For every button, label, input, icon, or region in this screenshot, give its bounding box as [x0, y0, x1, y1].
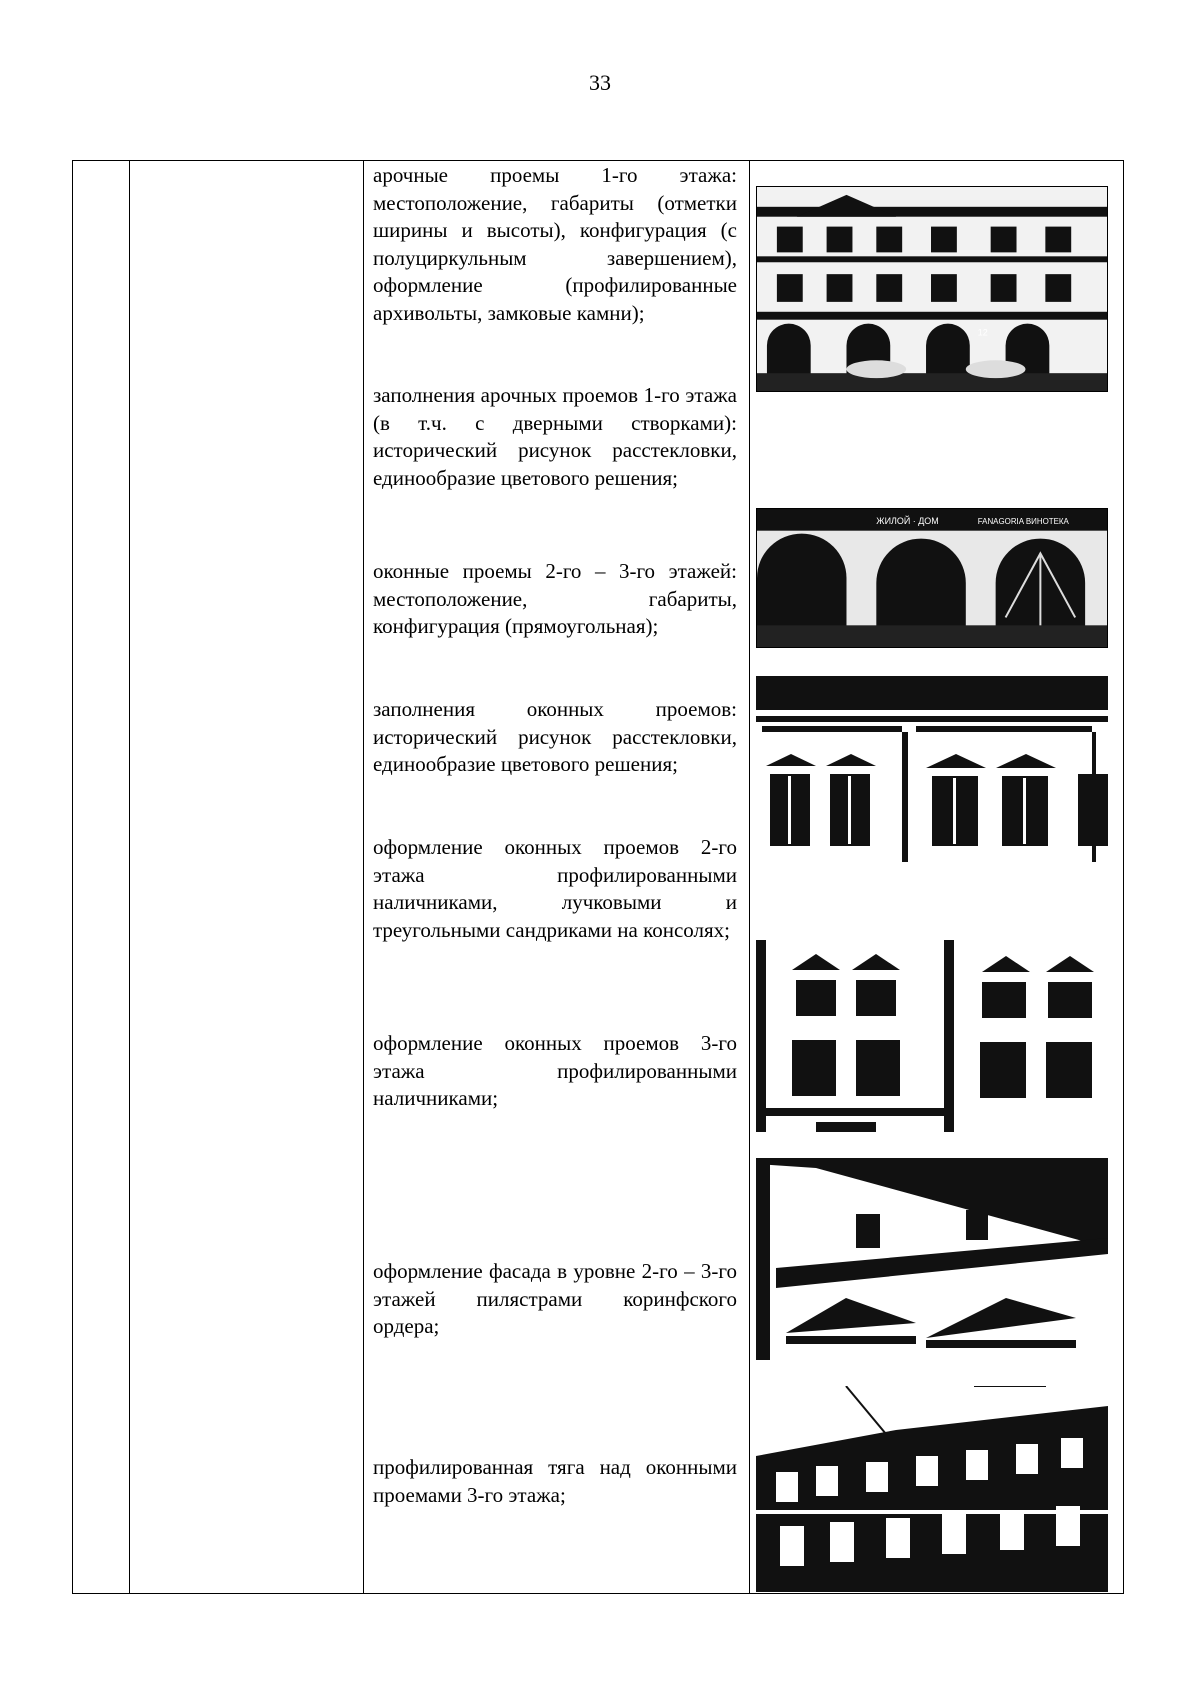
shop-sign-right: FANAGORIA ВИНОТЕКА	[977, 516, 1069, 526]
list-item: оформление оконных проемов 3-го этажа профилированными наличниками;	[373, 1031, 737, 1110]
list-item: арочные проемы 1-го этажа: местоположение, габариты (отметки ширины и высоты), конфигурация (с полуциркульным завершением), оформление (профилированные архивольты, замковые камни);	[373, 163, 737, 325]
column-divider-1	[129, 161, 130, 1593]
facade-arches-photo	[756, 186, 1108, 392]
list-item: профилированная тяга над оконными проемами 3-го этажа;	[373, 1455, 737, 1507]
list-item: оконные проемы 2-го – 3-го этажей: местоположение, габариты, конфигурация (прямоугольная);	[373, 559, 737, 638]
shop-sign-left: ЖИЛОЙ · ДОМ	[876, 515, 939, 526]
arch-fills-photo	[756, 508, 1108, 648]
window-surrounds-photo	[756, 676, 1108, 872]
third-floor-windows-photo	[756, 940, 1108, 1132]
page-number: 33	[589, 70, 611, 95]
list-item: оформление фасада в уровне 2-го – 3-го этажей пилястрами коринфского ордера;	[373, 1259, 737, 1338]
list-item: заполнения арочных проемов 1-го этажа (в т.ч. с дверными створками): исторический рисунок расстекловки, единообразие цветового решения;	[373, 383, 737, 490]
column-divider-2	[363, 161, 364, 1593]
pilasters-photo	[756, 1158, 1108, 1360]
list-item: заполнения оконных проемов: исторический рисунок расстекловки, единообразие цветового решения;	[373, 697, 737, 776]
column-divider-3	[749, 161, 750, 1593]
cornice-photo	[756, 1386, 1108, 1592]
house-number-sign: 12	[977, 327, 988, 338]
list-item: оформление оконных проемов 2-го этажа профилированными наличниками, лучковыми и треугольными сандриками на консолях;	[373, 835, 737, 942]
